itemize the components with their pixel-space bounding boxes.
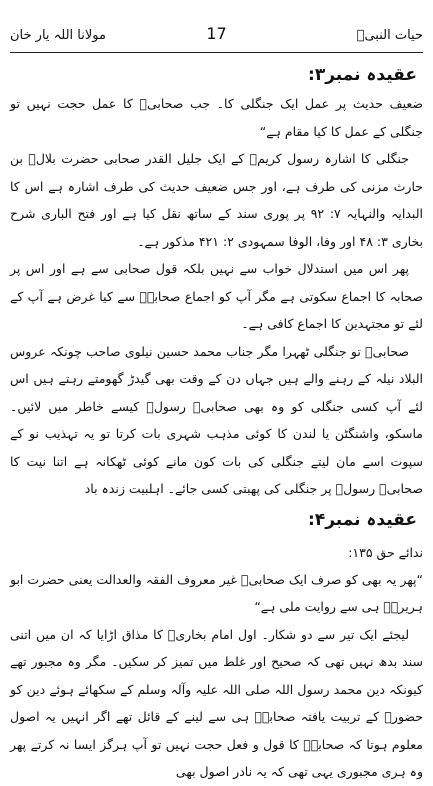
body-paragraph: لیجئے ایک تیر سے دو شکار۔ اول امام بخاریؒ کا مذاق اڑایا کہ ان میں اتنی سند بدھ نہیں تھی کہ صحیح اور غلط میں تمیز کر سکیں۔ مگر وہ مجبور تھے کیونکہ دین محمد رسول اللہ صلی اللہ علیہ وآلہ وسلم کے سکھائے ہوئے دین کو حضورؐ کے تربیت یافتہ صحابہؓ ہی سے لینے کے قائل تھے اگر انہیں یہ اصول معلوم ہوتا کہ صحابہؓ کا قول و فعل حجت نہیں تو آپ ہرگز ایسا نہ کرتے پھر وہ ہری مجبوری یہی تھی کہ یہ نادر اصول بھی xyxy=(10,626,423,779)
section-heading: عقیدہ نمبر۳: xyxy=(308,65,417,85)
page-number: 17 xyxy=(206,24,227,43)
page-body xyxy=(10,58,423,786)
section-aqeedah-4 xyxy=(10,505,423,786)
body-paragraph: جنگلی کا اشارہ رسول کریمؐ کے ایک جلیل القدر صحابی حضرت بلالؓ بن حارث مزنی کی طرف ہے، اور جس ضعیف حدیث کی طرف اشارہ ہے اس کا البدایہ والنہایہ ۷: ۹۲ پر پوری سند کے ساتھ نقل کیا ہے اور فتح الباری شرح بخاری ۳: ۴۸ اور وفا، الوفا سمہودی ۲: ۴۲۱ مذکور ہے۔ xyxy=(10,151,423,249)
quote-paragraph: “پھر یہ بھی کو صرف ایک صحابیؓ غیر معروف الفقہ والعدالت یعنی حضرت ابو ہریرہؓ ہی سے روایت ملی ہے“ xyxy=(10,571,423,614)
section-heading: عقیدہ نمبر۴: xyxy=(308,509,417,530)
author-name: مولانا اللہ یار خان xyxy=(10,28,106,43)
section-aqeedah-3 xyxy=(10,60,423,503)
quote-paragraph: ضعیف حدیث پر عمل ایک جنگلی کا۔ جب صحابیؓ کا عمل حجت نہیں تو جنگلی کے عمل کا کیا مقام ہے“ xyxy=(10,96,423,139)
body-paragraph: صحابیؓ تو جنگلی ٹھہرا مگر جناب محمد حسین نیلوی صاحب چونکہ عروس البلاد نیلہ کے رہنے والے ہیں جہاں دن کے وقت بھی گیدڑ گھومتے رہتے ہیں اس لئے آپ کسی جنگلی کو وہ بھی صحابیؓ رسولؐ کیسے خاطر میں لائیں۔ ماسکو، واشنگٹن یا لندن کا کوئی مذہب شہری بات کرتا تو یہ تہذیب نو کے سپوت اسے مان لیتے جنگلی کی بات کون مانے کوئی ٹھکانہ ہے اتنا نیت کا صحابیؓ رسولؐ پر جنگلی کی پھبتی کسی جائے۔ اہلبیت زندہ باد xyxy=(10,343,423,496)
book-title: حیات النبیؐ xyxy=(356,28,423,43)
source-reference: ندائے حق ۱۳۵: xyxy=(348,544,423,560)
header-divider xyxy=(10,52,423,53)
page-header xyxy=(10,22,423,48)
body-paragraph: پھر اس میں استدلال خواب سے نہیں بلکہ قول صحابی سے ہے اور اس پر صحابہ کا اجماع سکوتی ہے مگر آپ کو اجماع صحابہؓ سے کیا غرض ہے آپ کے لئے تو مجتہدین کا اجماع کافی ہے۔ xyxy=(10,261,423,331)
